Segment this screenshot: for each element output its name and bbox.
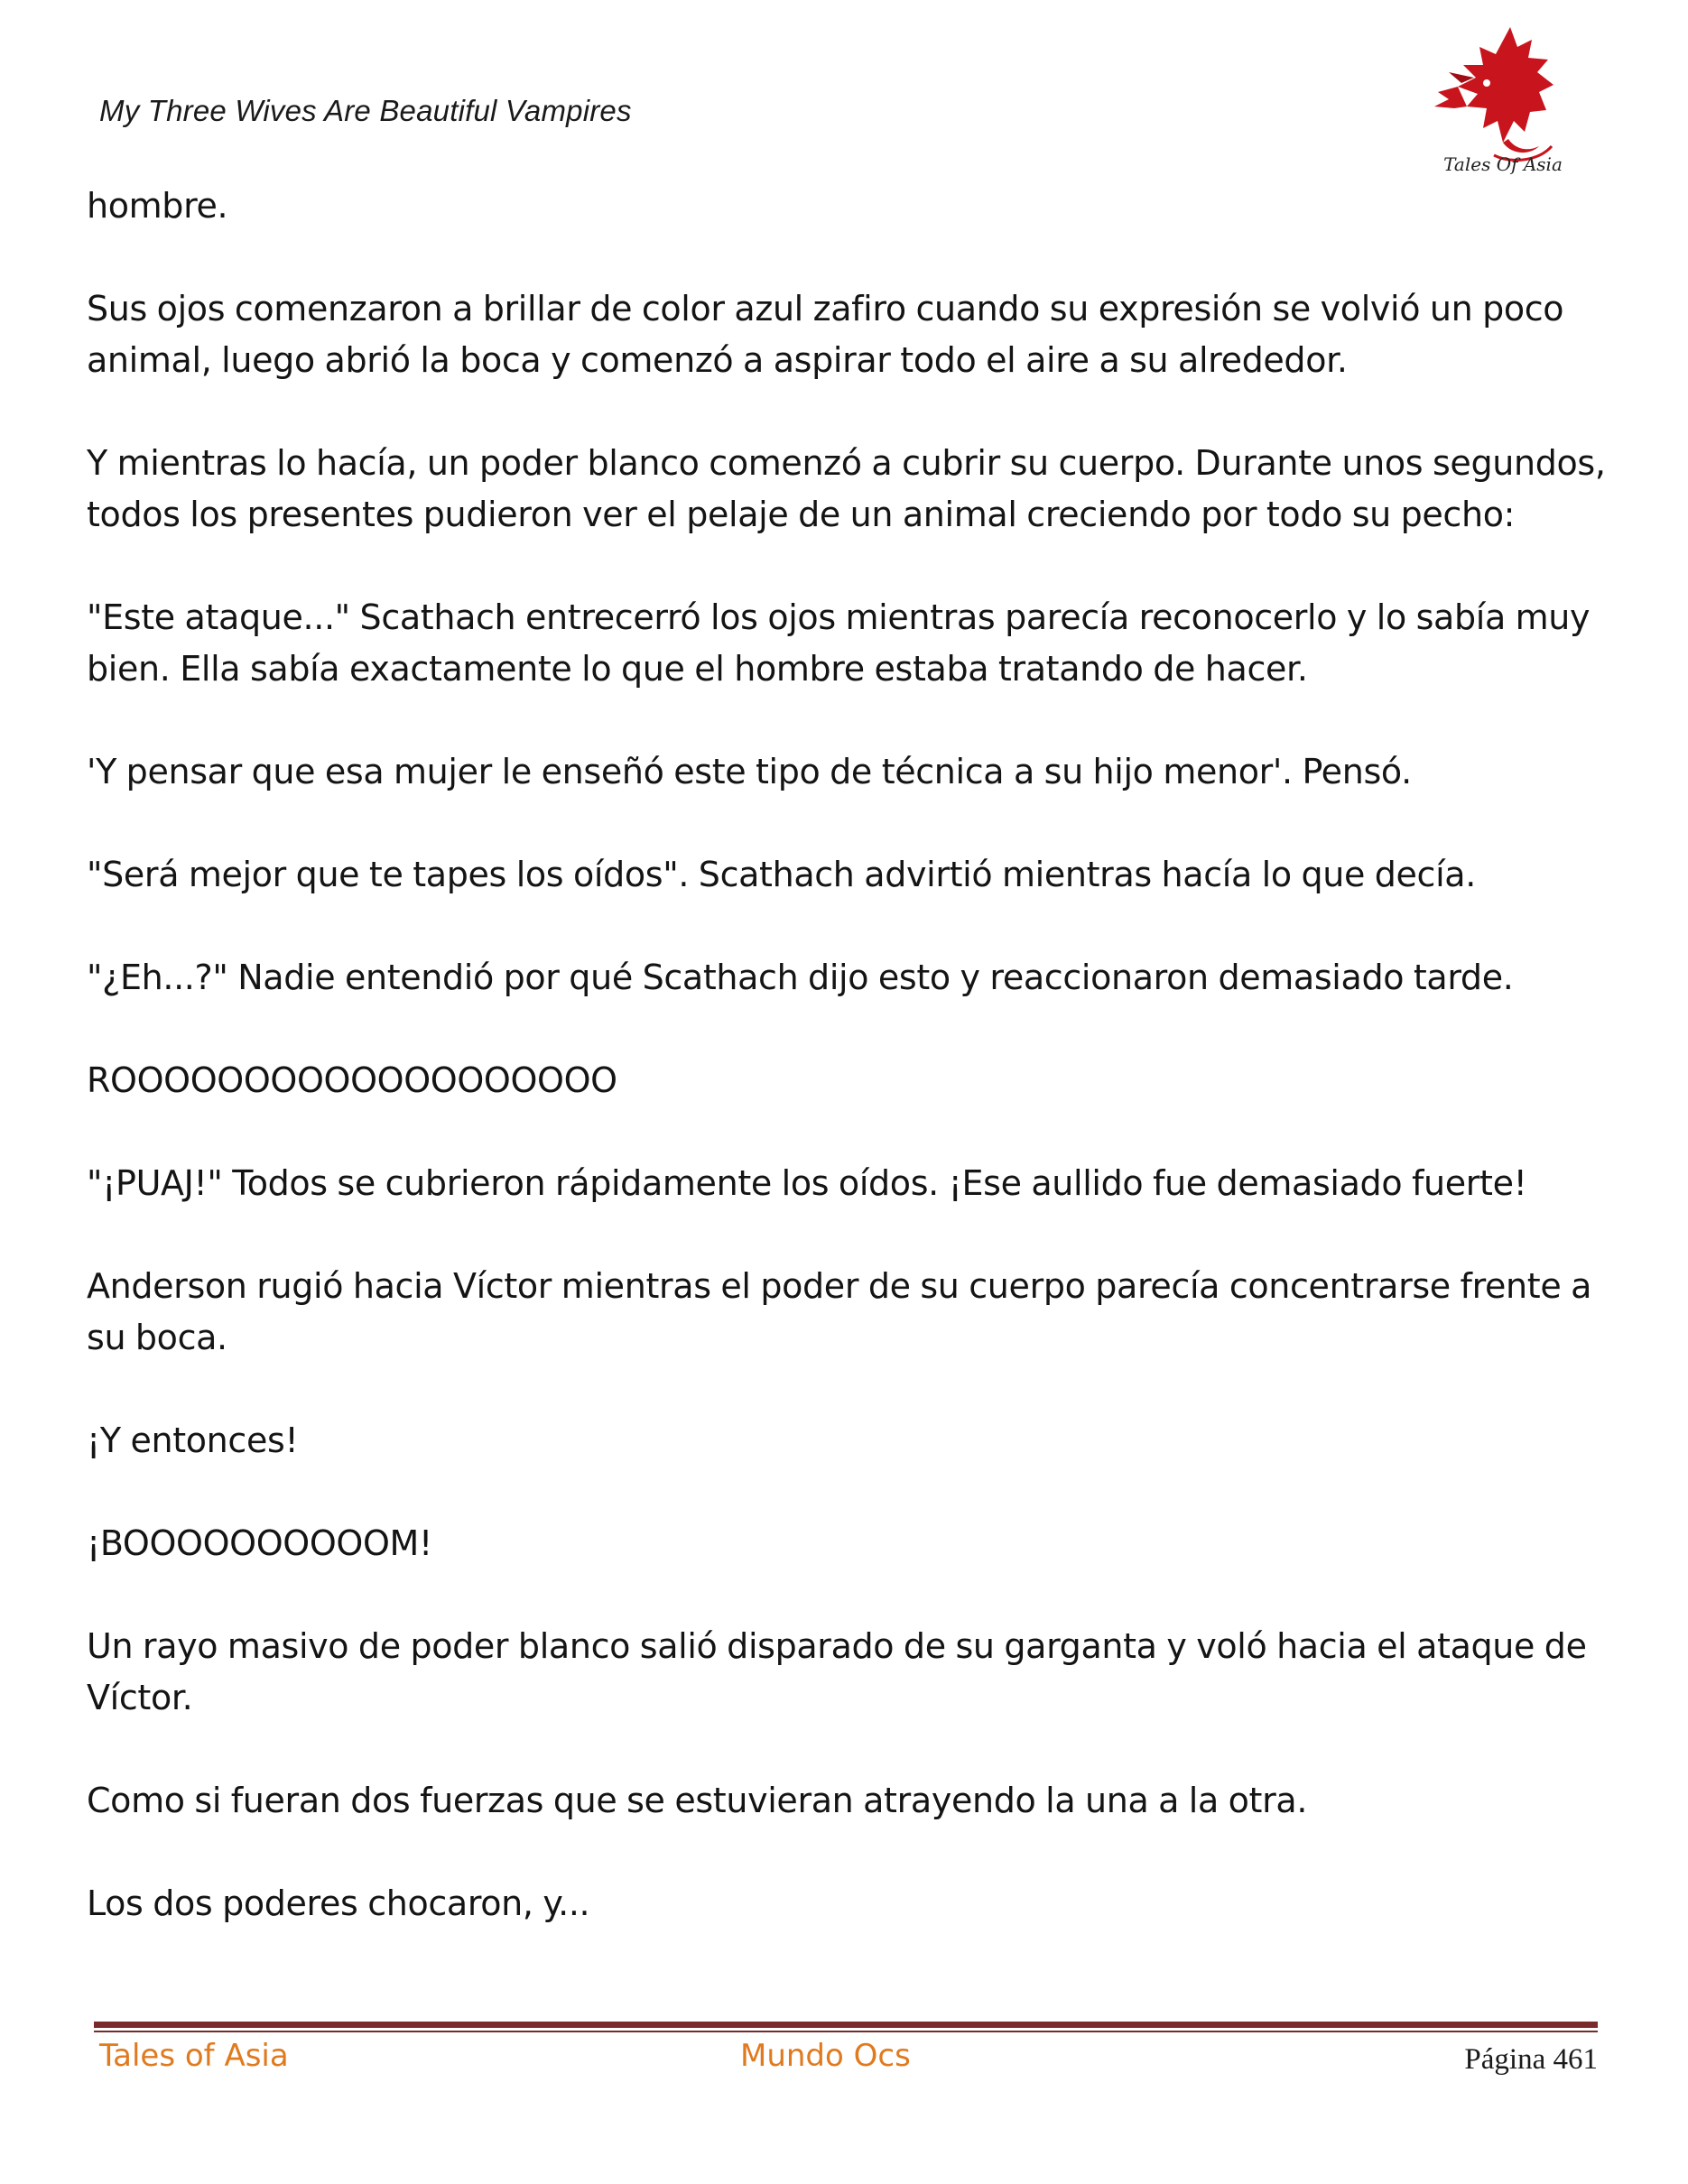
paragraph: "Será mejor que te tapes los oídos". Scathach advirtió mientras hacía lo que decía. (87, 855, 1476, 894)
paragraph: 'Y pensar que esa mujer le enseñó este tipo de técnica a su hijo menor'. Pensó. (87, 752, 1412, 791)
paragraph: Como si fueran dos fuerzas que se estuvieran atrayendo la una a la otra. (87, 1781, 1308, 1820)
paragraph: "Este ataque..." Scathach entrecerró los ojos mientras parecía reconocerlo y lo sabía muy bien. Ella sabía exactamente lo que el hombre estaba tratando de hacer. (87, 597, 1600, 689)
document-header-title: My Three Wives Are Beautiful Vampires (99, 94, 632, 127)
paragraph: Anderson rugió hacia Víctor mientras el poder de su cuerpo parecía concentrarse frente a su boca. (87, 1266, 1601, 1357)
footer-divider (94, 2022, 1598, 2031)
paragraph: Sus ojos comenzaron a brillar de color azul zafiro cuando su expresión se volvió un poco animal, luego abrió la boca y comenzó a aspirar todo el aire a su alrededor. (87, 289, 1573, 380)
paragraph: Los dos poderes chocaron, y... (87, 1883, 590, 1923)
logo-text: Tales Of Asia (1443, 153, 1563, 175)
paragraph: "¿Eh...?" Nadie entendió por qué Scathach dijo esto y reaccionaron demasiado tarde. (87, 958, 1514, 997)
footer-section-name: Mundo Ocs (740, 2038, 911, 2074)
page-number: Página 461 (1464, 2043, 1598, 2076)
footer-site-name: Tales of Asia (99, 2038, 289, 2074)
paragraph: ¡Y entonces! (87, 1421, 299, 1460)
paragraph: hombre. (87, 186, 228, 226)
paragraph: Y mientras lo hacía, un poder blanco comenzó a cubrir su cuerpo. Durante unos segundos, todos los presentes pudieron ver el pelaje de un animal creciendo por todo su pecho: (87, 443, 1616, 534)
paragraph: ¡BOOOOOOOOOOM! (87, 1523, 432, 1563)
paragraph: ROOOOOOOOOOOOOOOOOOO (87, 1060, 617, 1100)
document-body (87, 180, 1621, 1981)
paragraph: "¡PUAJ!" Todos se cubrieron rápidamente los oídos. ¡Ese aullido fue demasiado fuerte! (87, 1163, 1527, 1203)
paragraph: Un rayo masivo de poder blanco salió disparado de su garganta y voló hacia el ataque de Víctor. (87, 1626, 1597, 1717)
